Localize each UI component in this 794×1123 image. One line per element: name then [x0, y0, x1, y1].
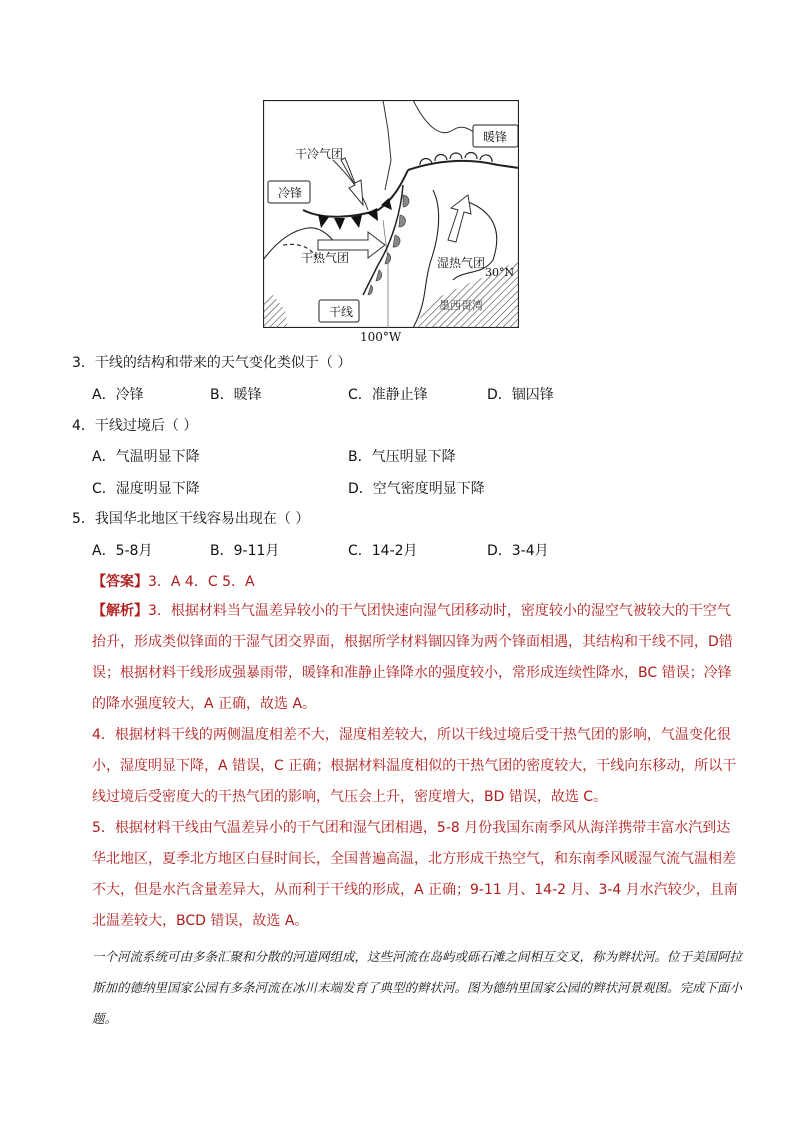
analysis-paragraph-3 — [92, 596, 742, 720]
q5-option-a: A．5-8月 — [92, 543, 153, 559]
question-5-stem: 5．我国华北地区干线容易出现在（ ） — [72, 511, 310, 527]
answer-line — [92, 571, 255, 591]
answer-text: 3．A 4．C 5．A — [148, 574, 255, 590]
label-cold-front: 冷锋 — [278, 186, 303, 200]
q4-option-c: C．湿度明显下降 — [92, 481, 200, 497]
q5-option-d: D．3-4月 — [487, 543, 549, 559]
answer-tag: 【答案】 — [92, 574, 148, 590]
label-lat: 30°N — [485, 266, 515, 279]
q5-option-c: C．14-2月 — [348, 543, 418, 559]
label-gulf: 墨西哥湾 — [439, 299, 483, 312]
reading-passage — [92, 941, 752, 1034]
q3-option-d: D．锢囚锋 — [487, 387, 554, 403]
q3-option-c: C．准静止锋 — [348, 387, 428, 403]
label-dry-cold: 干冷气团 — [295, 147, 344, 161]
longitude-label: 100°W — [360, 330, 402, 344]
analysis-paragraph-4: 4．根据材料干线的两侧温度相差不大，湿度相差较大，所以干线过境后受干热气团的影响，气温变化很小，湿度明显下降，A 错误，C 正确；根据材料温度相似的干热气团的密度较大，干线向东移动，所以干线过境后受密度大的干热气团的影响，气压会上升，密度增大，BD 错误，故选 C。 — [92, 727, 737, 805]
q4-option-a: A．气温明显下降 — [92, 449, 200, 465]
label-warm-front: 暖锋 — [483, 130, 508, 144]
label-dryline: 干线 — [329, 305, 354, 319]
question-3-stem: 3．干线的结构和带来的天气变化类似于（ ） — [72, 355, 352, 371]
q4-option-d: D．空气密度明显下降 — [348, 481, 485, 497]
passage-text: 一个河流系统可由多条汇聚和分散的河道网组成，这些河流在岛屿或砾石滩之间相互交叉，称为辫状河。位于美国阿拉斯加的德纳里国家公园有多条河流在冰川末端发育了典型的辫状河。图为德纳里国家公园的辫状河景观图。完成下面小题。 — [92, 949, 743, 1026]
q5-option-b: B．9-11月 — [210, 543, 280, 559]
q3-option-b: B．暖锋 — [210, 387, 262, 403]
q4-option-b: B．气压明显下降 — [348, 449, 456, 465]
question-4-stem: 4．干线过境后（ ） — [72, 418, 198, 434]
analysis-paragraph-5: 5．根据材料干线由气温差异小的干气团和湿气团相遇，5-8 月份我国东南季风从海洋携带丰富水汽到达华北地区，夏季北方地区白昼时间长，全国普遍高温，北方形成干热空气，和东南季风暖湿气流气温相差不大，但是水汽含量差异大，从而利于干线的形成，A 正确；9-11 月、14-2 月、3-4 月水汽较少，且南北温差较大，BCD 错误，故选 A。 — [92, 820, 738, 929]
q3-option-a: A．冷锋 — [92, 387, 144, 403]
label-humid-hot: 湿热气团 — [437, 256, 486, 270]
weather-map-svg — [263, 100, 519, 328]
analysis-block — [92, 596, 742, 937]
analysis-tag: 【解析】 — [92, 603, 148, 619]
label-dry-hot: 干热气团 — [301, 251, 350, 265]
analysis-text-3: 3．根据材料当气温差异较小的干气团快速向湿气团移动时，密度较小的湿空气被较大的干空气抬升，形成类似锋面的干湿气团交界面，根据所学材料锢囚锋为两个锋面相遇，其结构和干线不同，D错误；根据材料干线形成强暴雨带，暖锋和准静止锋降水的强度较小，常形成连续性降水，BC 错误；冷锋的降水强度较大，A 正确，故选 A。 — [92, 603, 733, 712]
weather-map-figure — [263, 100, 519, 328]
